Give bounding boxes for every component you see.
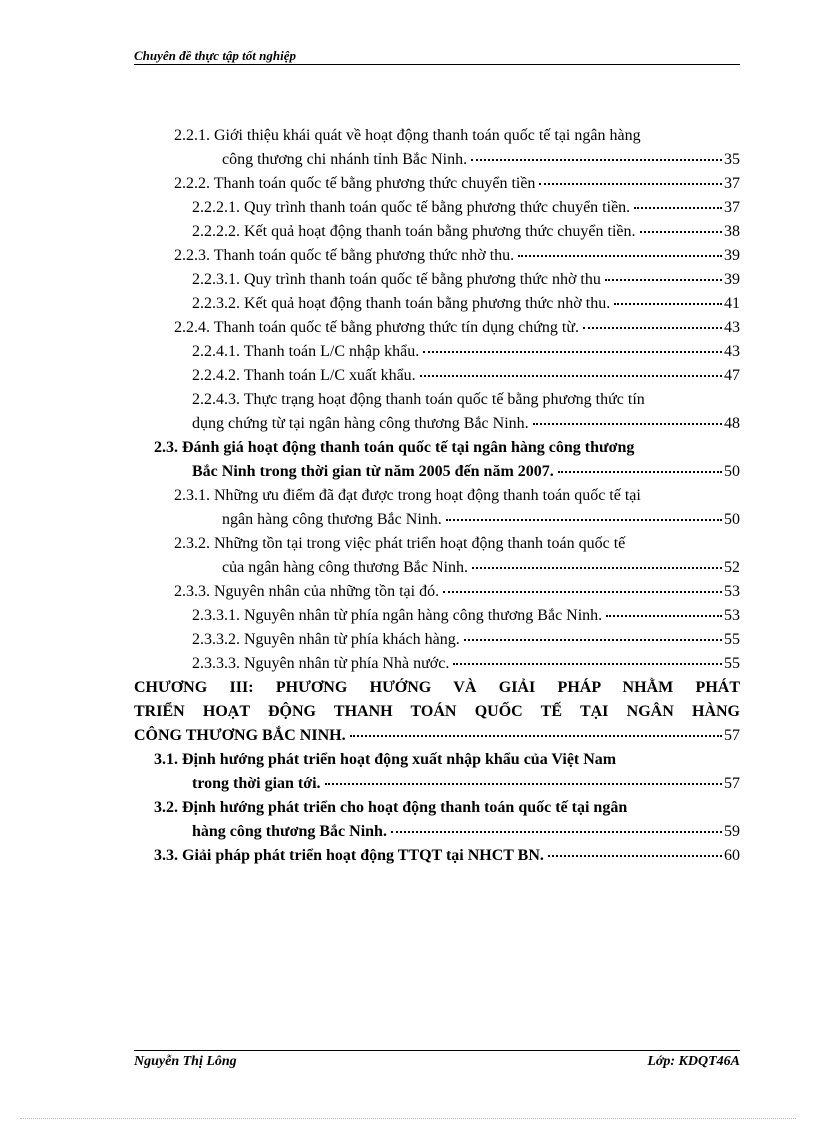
toc-entry-2-2-1[interactable]	[134, 124, 740, 172]
toc-entry-2-3-3[interactable]	[134, 580, 740, 604]
toc-entry-2-3-3-3[interactable]	[134, 652, 740, 676]
page-number: 57	[724, 775, 740, 792]
toc-line: công thương chi nhánh tỉnh Bắc Ninh.	[222, 151, 468, 168]
toc-line: 2.3.3. Nguyên nhân của những tồn tại đó.	[174, 583, 440, 600]
dot-leader	[453, 663, 722, 665]
dot-leader	[391, 831, 722, 833]
page-number: 50	[724, 463, 740, 480]
dot-leader	[614, 303, 722, 305]
dot-leader	[464, 639, 722, 641]
page-number: 52	[724, 559, 740, 576]
toc-line: 2.3.3.3. Nguyên nhân từ phía Nhà nước.	[192, 655, 450, 672]
toc-line: TRIỂN HOẠT ĐỘNG THANH TOÁN QUỐC TẾ TẠI NGÂN HÀNG	[134, 703, 740, 720]
page-number: 41	[724, 295, 740, 312]
page-number: 37	[724, 175, 740, 192]
dot-leader	[325, 783, 722, 785]
dot-leader	[583, 327, 722, 329]
toc-entry-2-2-2-2[interactable]	[134, 220, 740, 244]
footer-author: Nguyễn Thị Lông	[134, 1054, 237, 1069]
toc-entry-2-2-3-2[interactable]	[134, 292, 740, 316]
toc-line: 2.2.2.1. Quy trình thanh toán quốc tế bằng phương thức chuyển tiền.	[192, 199, 631, 216]
dot-leader	[443, 591, 722, 593]
toc-line: 2.2.2.2. Kết quả hoạt động thanh toán bằng phương thức chuyển tiền.	[192, 223, 636, 240]
page-number: 60	[724, 847, 740, 864]
page-number: 38	[724, 223, 740, 240]
dot-leader	[605, 279, 722, 281]
toc-entry-2-2-2[interactable]	[134, 172, 740, 196]
dot-leader	[548, 855, 722, 857]
toc-entry-2-3[interactable]	[134, 436, 740, 484]
page-number: 55	[724, 631, 740, 648]
toc-line: 2.3.1. Những ưu điểm đã đạt được trong hoạt động thanh toán quốc tế tại	[174, 487, 641, 504]
toc-line: 2.2.3. Thanh toán quốc tế bằng phương thức nhờ thu.	[174, 247, 515, 264]
toc-entry-2-2-4-1[interactable]	[134, 340, 740, 364]
header-rule	[134, 64, 740, 65]
page-number: 55	[724, 655, 740, 672]
page-number: 39	[724, 247, 740, 264]
page-number: 43	[724, 319, 740, 336]
page-number: 47	[724, 367, 740, 384]
toc-line: trong thời gian tới.	[192, 775, 321, 792]
toc-line: 2.2.4.1. Thanh toán L/C nhập khẩu.	[192, 343, 420, 360]
toc-line: 2.2.4. Thanh toán quốc tế bằng phương thức tín dụng chứng từ.	[174, 319, 580, 336]
page-number: 48	[724, 415, 740, 432]
dot-leader	[634, 207, 722, 209]
toc-entry-2-2-4-3[interactable]	[134, 388, 740, 436]
page-number: 59	[724, 823, 740, 840]
page-number: 43	[724, 343, 740, 360]
toc-line: 2.3.3.1. Nguyên nhân từ phía ngân hàng công thương Bắc Ninh.	[192, 607, 603, 624]
page-number: 53	[724, 583, 740, 600]
toc-line: Bắc Ninh trong thời gian từ năm 2005 đến năm 2007.	[192, 463, 554, 480]
dot-leader	[471, 159, 722, 161]
toc-line: 2.3. Đánh giá hoạt động thanh toán quốc tế tại ngân hàng công thương	[154, 439, 635, 456]
toc-line: dụng chứng từ tại ngân hàng công thương Bắc Ninh.	[192, 415, 529, 432]
toc-line: 2.2.3.2. Kết quả hoạt động thanh toán bằng phương thức nhờ thu.	[192, 295, 611, 312]
dot-leader	[558, 471, 722, 473]
toc-entry-2-2-4[interactable]	[134, 316, 740, 340]
dot-leader	[539, 183, 722, 185]
page-number: 50	[724, 511, 740, 528]
toc-entry-2-2-3[interactable]	[134, 244, 740, 268]
toc-line: 2.2.4.3. Thực trạng hoạt động thanh toán quốc tế bằng phương thức tín	[192, 391, 645, 408]
page-number: 57	[724, 727, 740, 744]
toc-entry-3-3[interactable]	[134, 844, 740, 868]
dot-leader	[420, 375, 722, 377]
page-number: 37	[724, 199, 740, 216]
dot-leader	[518, 255, 722, 257]
toc-line: 3.1. Định hướng phát triển hoạt động xuất nhập khẩu của Việt Nam	[154, 751, 617, 768]
toc-entry-2-2-2-1[interactable]	[134, 196, 740, 220]
toc-entry-3-1[interactable]	[134, 748, 740, 796]
toc-entry-2-3-2[interactable]	[134, 532, 740, 580]
toc-line: hàng công thương Bắc Ninh.	[192, 823, 387, 840]
toc-entry-2-2-3-1[interactable]	[134, 268, 740, 292]
toc-entry-3-2[interactable]	[134, 796, 740, 844]
toc-line: của ngân hàng công thương Bắc Ninh.	[222, 559, 468, 576]
dot-leader	[423, 351, 722, 353]
dot-leader	[446, 519, 722, 521]
toc-line: 2.3.3.2. Nguyên nhân từ phía khách hàng.	[192, 631, 460, 648]
toc-line: CÔNG THƯƠNG BẮC NINH.	[134, 727, 346, 744]
toc-line: 2.2.3.1. Quy trình thanh toán quốc tế bằng phương thức nhờ thu	[192, 271, 601, 288]
table-of-contents	[134, 124, 740, 868]
toc-line: 2.2.4.2. Thanh toán L/C xuất khẩu.	[192, 367, 416, 384]
page-number: 53	[724, 607, 740, 624]
dot-leader	[472, 567, 722, 569]
dot-leader	[606, 615, 722, 617]
dot-leader	[640, 231, 723, 233]
page-header-title: Chuyên đề thực tập tốt nghiệp	[134, 48, 296, 63]
toc-entry-chapter-3[interactable]	[134, 676, 740, 748]
toc-line: 3.3. Giải pháp phát triển hoạt động TTQT tại NHCT BN.	[154, 847, 544, 864]
footer-class: Lớp: KDQT46A	[647, 1054, 740, 1069]
toc-line: CHƯƠNG III: PHƯƠNG HƯỚNG VÀ GIẢI PHÁP NHẰM PHÁT	[134, 679, 740, 696]
dot-leader	[350, 735, 722, 737]
page-number: 35	[724, 151, 740, 168]
toc-entry-2-2-4-2[interactable]	[134, 364, 740, 388]
toc-line: ngân hàng công thương Bắc Ninh.	[222, 511, 442, 528]
page-bottom-edge	[20, 1118, 796, 1119]
dot-leader	[533, 423, 722, 425]
page-number: 39	[724, 271, 740, 288]
footer-rule	[134, 1050, 740, 1051]
toc-entry-2-3-3-2[interactable]	[134, 628, 740, 652]
toc-line: 2.3.2. Những tồn tại trong việc phát triển hoạt động thanh toán quốc tế	[174, 535, 626, 552]
toc-line: 2.2.1. Giới thiệu khái quát về hoạt động thanh toán quốc tế tại ngân hàng	[174, 127, 641, 144]
toc-entry-2-3-1[interactable]	[134, 484, 740, 532]
toc-line: 3.2. Định hướng phát triển cho hoạt động thanh toán quốc tế tại ngân	[154, 799, 628, 816]
toc-line: 2.2.2. Thanh toán quốc tế bằng phương thức chuyển tiền	[174, 175, 536, 192]
toc-entry-2-3-3-1[interactable]	[134, 604, 740, 628]
